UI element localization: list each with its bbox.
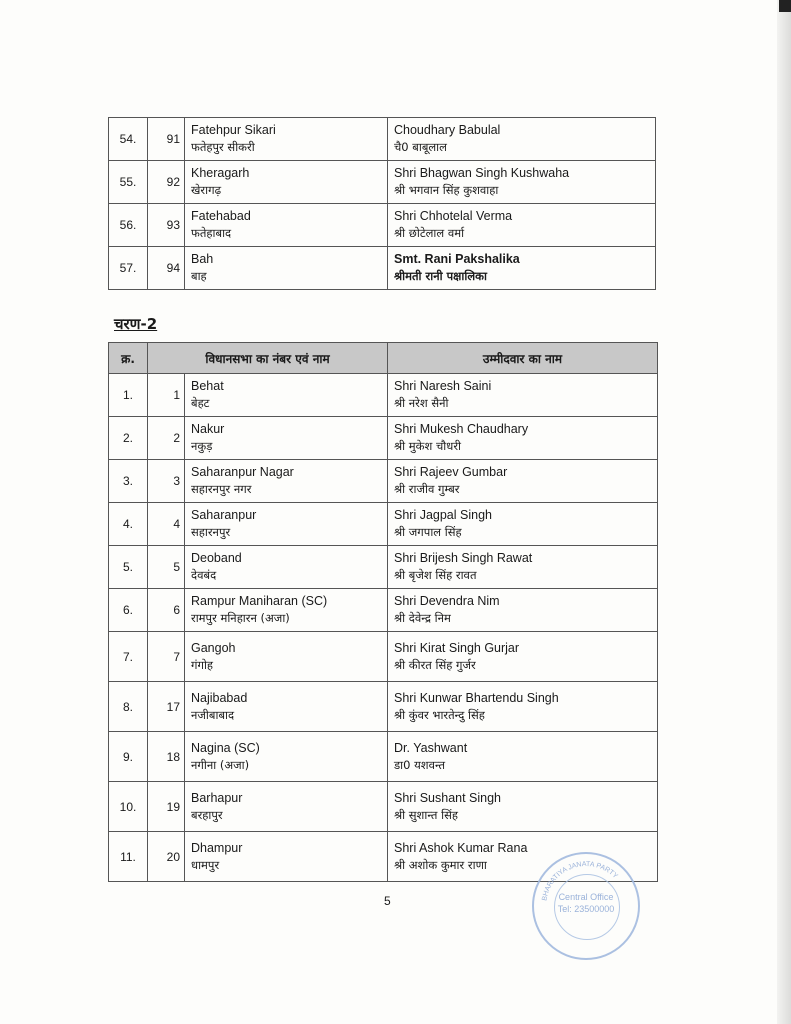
candidate-name-hi: श्री सुशान्त सिंह (394, 807, 458, 822)
constituency-name-cell (185, 161, 388, 204)
serial-number-cell: 5. (109, 546, 148, 589)
constituency-name-hi: सहारनपुर नगर (191, 482, 252, 496)
candidate-name-en: Shri Kirat Singh Gurjar (394, 640, 520, 655)
candidate-name-cell (388, 460, 658, 503)
candidate-name-cell (388, 632, 658, 682)
phase1-table-body (109, 118, 656, 290)
candidate-name-cell (388, 589, 658, 632)
candidate-name-hi: चै0 बाबूलाल (394, 140, 447, 154)
candidate-name-en: Shri Rajeev Gumbar (394, 465, 508, 479)
stamp-line1: Central Office (558, 892, 614, 902)
table-row (109, 374, 658, 417)
candidate-name-cell (388, 247, 656, 290)
constituency-number-cell: 2 (148, 417, 185, 460)
serial-number-cell: 10. (109, 782, 148, 832)
constituency-name-hi: सहारनपुर (191, 525, 231, 539)
constituency-number-cell: 20 (148, 832, 185, 882)
table-row (109, 247, 656, 290)
candidate-name-en: Dr. Yashwant (394, 740, 468, 755)
constituency-name-en: Fatehpur Sikari (191, 123, 276, 137)
constituency-name-cell (185, 417, 388, 460)
candidate-name-cell (388, 682, 658, 732)
constituency-name-cell (185, 832, 388, 882)
candidate-name-cell (388, 204, 656, 247)
candidate-name-cell (388, 546, 658, 589)
candidate-name-en: Shri Bhagwan Singh Kushwaha (394, 166, 570, 180)
serial-number-cell: 2. (109, 417, 148, 460)
constituency-number-cell: 17 (148, 682, 185, 732)
table-row (109, 589, 658, 632)
constituency-number-cell: 4 (148, 503, 185, 546)
constituency-number-cell: 94 (148, 247, 185, 290)
constituency-name-cell (185, 204, 388, 247)
constituency-name-cell (185, 247, 388, 290)
serial-number-cell: 7. (109, 632, 148, 682)
constituency-name-hi: नगीना (अजा) (191, 757, 250, 772)
candidate-name-hi: श्री छोटेलाल वर्मा (394, 226, 465, 240)
constituency-name-cell (185, 118, 388, 161)
constituency-name-en: Nagina (SC) (191, 740, 260, 755)
candidate-name-hi: श्री बृजेश सिंह रावत (394, 568, 477, 582)
candidate-name-en: Shri Ashok Kumar Rana (394, 840, 528, 855)
constituency-name-en: Kheragarh (191, 166, 250, 180)
constituency-name-hi: खेरागढ़ (191, 183, 222, 197)
constituency-name-hi: नकुड़ (191, 439, 213, 453)
constituency-name-hi: रामपुर मनिहारन (अजा) (191, 611, 290, 625)
constituency-number-cell: 5 (148, 546, 185, 589)
serial-number-cell: 56. (109, 204, 148, 247)
serial-number-cell: 8. (109, 682, 148, 732)
candidate-name-en: Shri Kunwar Bhartendu Singh (394, 690, 559, 705)
serial-number-cell: 55. (109, 161, 148, 204)
phase2-table-body (109, 374, 658, 882)
candidate-name-hi: श्री अशोक कुमार राणा (394, 857, 487, 872)
corner-mark (779, 0, 791, 12)
table-row (109, 161, 656, 204)
serial-number-cell: 57. (109, 247, 148, 290)
table-row (109, 782, 658, 832)
table-header-row (109, 343, 658, 374)
table-row (109, 546, 658, 589)
candidate-name-hi: श्री नरेश सैनी (394, 396, 449, 410)
constituency-name-en: Deoband (191, 551, 242, 565)
constituency-name-hi: नजीबाबाद (191, 707, 235, 722)
constituency-name-cell (185, 546, 388, 589)
serial-number-cell: 4. (109, 503, 148, 546)
candidate-name-en: Choudhary Babulal (394, 123, 501, 137)
page-number: 5 (384, 894, 391, 908)
section-heading: चरण-2 (114, 315, 158, 333)
constituency-name-cell (185, 589, 388, 632)
constituency-name-cell (185, 682, 388, 732)
constituency-name-hi: फतेहपुर सीकरी (191, 140, 255, 154)
constituency-name-hi: बरहापुर (191, 807, 223, 822)
phase2-table (108, 342, 658, 882)
table-row (109, 118, 656, 161)
constituency-name-cell (185, 782, 388, 832)
candidate-name-en: Shri Devendra Nim (394, 594, 500, 608)
constituency-name-en: Gangoh (191, 640, 236, 655)
candidate-name-hi: श्री देवेन्द्र निम (394, 611, 451, 625)
candidate-name-hi: श्री मुकेश चौधरी (394, 439, 461, 453)
serial-number-cell: 6. (109, 589, 148, 632)
candidate-name-hi: श्री भगवान सिंह कुशवाहा (394, 183, 499, 197)
constituency-name-cell (185, 374, 388, 417)
table-row (109, 732, 658, 782)
constituency-number-cell: 1 (148, 374, 185, 417)
candidate-name-hi: श्री कीरत सिंह गुर्जर (394, 657, 476, 672)
constituency-number-cell: 6 (148, 589, 185, 632)
constituency-name-en: Behat (191, 379, 224, 393)
constituency-name-hi: बाह (191, 269, 207, 283)
constituency-number-cell: 19 (148, 782, 185, 832)
candidate-name-cell (388, 503, 658, 546)
constituency-name-hi: धामपुर (191, 857, 220, 872)
table-row (109, 204, 656, 247)
candidate-name-en: Shri Chhotelal Verma (394, 209, 513, 223)
constituency-number-cell: 18 (148, 732, 185, 782)
table-row (109, 417, 658, 460)
candidate-name-hi: श्री कुंवर भारतेन्दु सिंह (394, 707, 485, 722)
constituency-name-en: Barhapur (191, 790, 243, 805)
serial-number-cell: 54. (109, 118, 148, 161)
serial-number-cell: 11. (109, 832, 148, 882)
constituency-number-cell: 92 (148, 161, 185, 204)
candidate-name-hi: श्री राजीव गुम्बर (394, 482, 460, 496)
candidate-name-cell (388, 732, 658, 782)
serial-number-cell: 1. (109, 374, 148, 417)
constituency-name-en: Dhampur (191, 840, 243, 855)
serial-number-cell: 9. (109, 732, 148, 782)
constituency-name-en: Bah (191, 252, 214, 266)
candidate-name-en: Shri Brijesh Singh Rawat (394, 551, 533, 565)
phase1-continued-table (108, 117, 656, 290)
constituency-name-cell (185, 503, 388, 546)
constituency-name-hi: गंगोह (191, 657, 214, 672)
page-edge (777, 0, 791, 1024)
constituency-number-cell: 7 (148, 632, 185, 682)
candidate-name-en: Shri Naresh Saini (394, 379, 492, 393)
constituency-name-hi: बेहट (191, 396, 210, 410)
candidate-name-cell (388, 374, 658, 417)
stamp-ring-text: BHARATIYA JANATA PARTY (541, 860, 619, 902)
constituency-name-hi: देवबंद (191, 568, 217, 582)
candidate-name-cell (388, 161, 656, 204)
stamp-line2: Tel: 23500000 (557, 904, 615, 914)
constituency-name-en: Najibabad (191, 690, 248, 705)
candidate-name-hi: श्रीमती रानी पक्षालिका (394, 269, 487, 283)
constituency-name-cell (185, 732, 388, 782)
candidate-name-en: Shri Mukesh Chaudhary (394, 422, 529, 436)
candidate-name-cell (388, 417, 658, 460)
constituency-name-en: Fatehabad (191, 209, 251, 223)
header-serial: क्र. (109, 343, 148, 374)
table-row (109, 682, 658, 732)
table-row (109, 503, 658, 546)
constituency-name-cell (185, 632, 388, 682)
constituency-name-en: Rampur Maniharan (SC) (191, 594, 328, 608)
header-constituency: विधानसभा का नंबर एवं नाम (148, 343, 388, 374)
candidate-name-en: Smt. Rani Pakshalika (394, 252, 520, 266)
table-row (109, 632, 658, 682)
header-candidate: उम्मीदवार का नाम (388, 343, 658, 374)
constituency-number-cell: 91 (148, 118, 185, 161)
constituency-name-cell (185, 460, 388, 503)
candidate-name-hi: डा0 यशवन्त (394, 757, 446, 772)
constituency-name-en: Nakur (191, 422, 225, 436)
candidate-name-en: Shri Sushant Singh (394, 790, 502, 805)
constituency-name-en: Saharanpur (191, 508, 257, 522)
table-row (109, 460, 658, 503)
candidate-name-hi: श्री जगपाल सिंह (394, 525, 462, 539)
constituency-name-en: Saharanpur Nagar (191, 465, 294, 479)
constituency-number-cell: 93 (148, 204, 185, 247)
constituency-name-hi: फतेहाबाद (191, 226, 232, 240)
candidate-name-cell (388, 118, 656, 161)
constituency-number-cell: 3 (148, 460, 185, 503)
serial-number-cell: 3. (109, 460, 148, 503)
party-office-stamp (532, 852, 640, 960)
candidate-name-en: Shri Jagpal Singh (394, 508, 492, 522)
candidate-name-cell (388, 782, 658, 832)
